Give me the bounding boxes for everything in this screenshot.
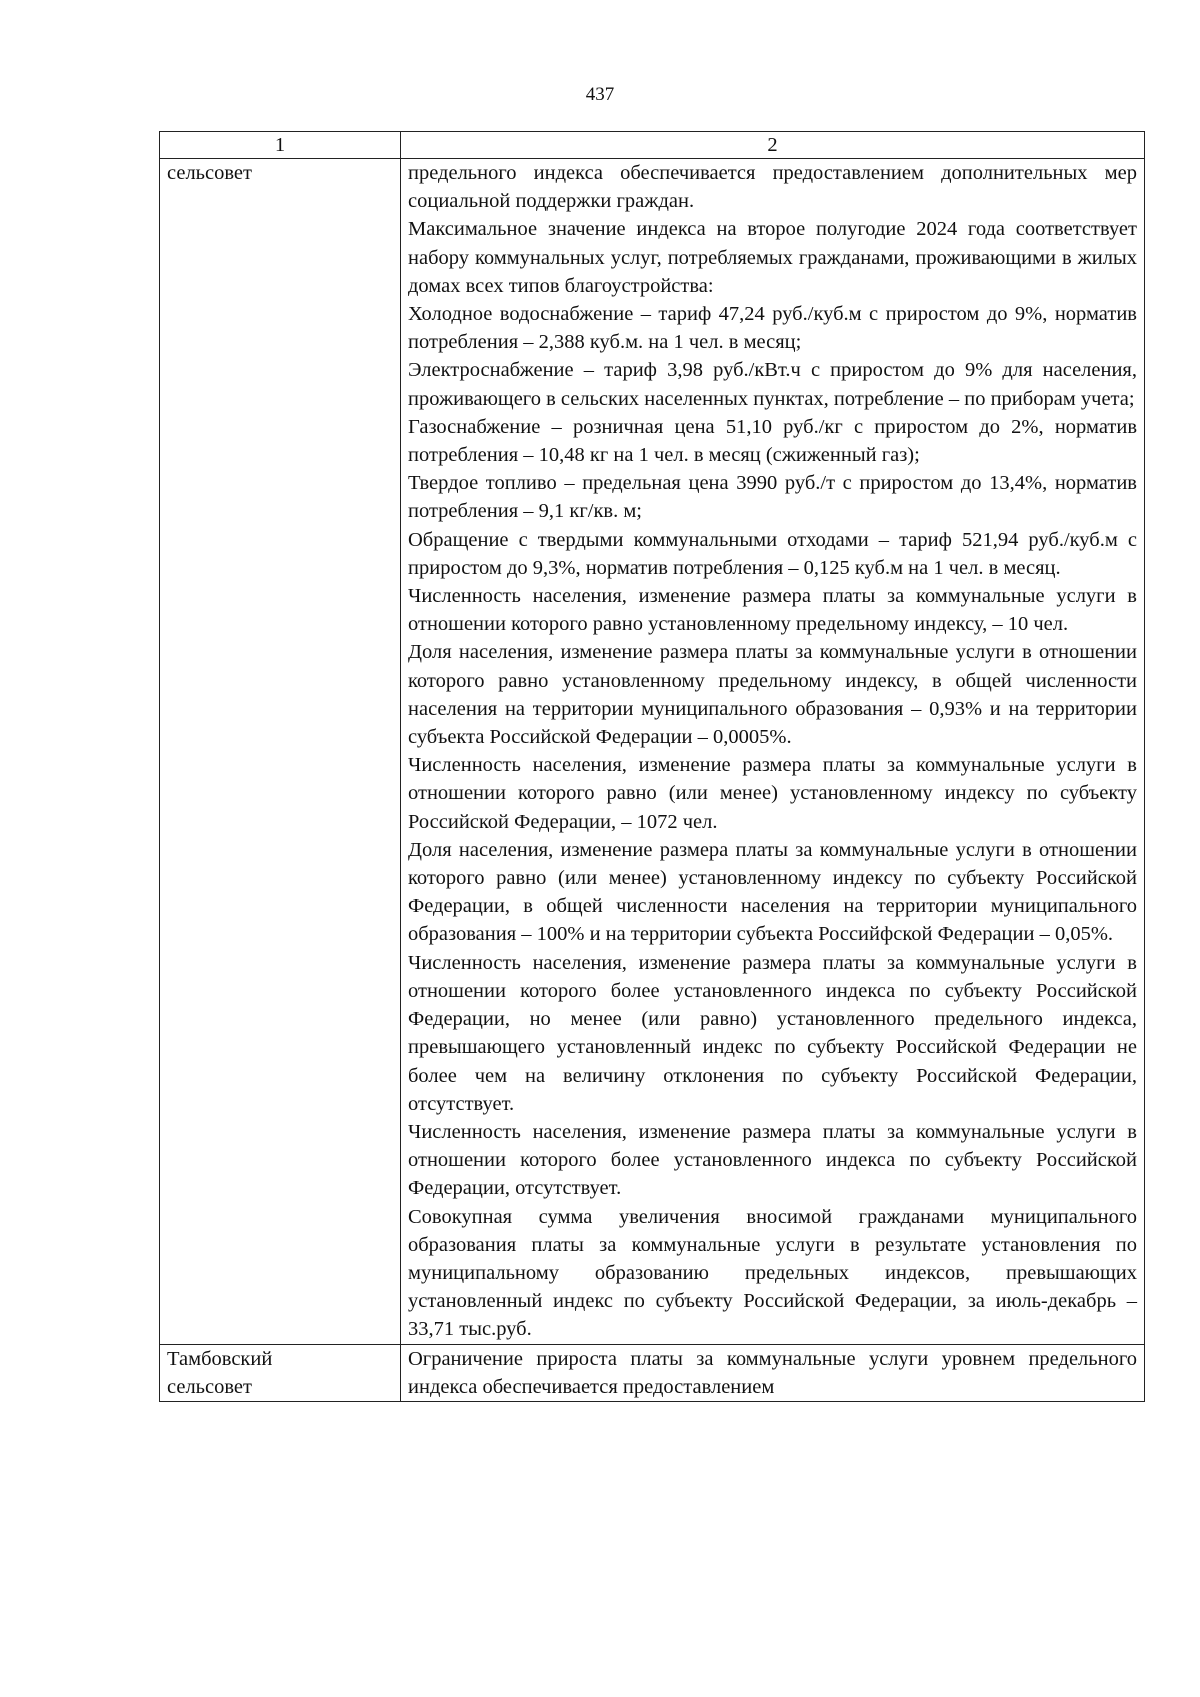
paragraph: предельного индекса обеспечивается предоставлением дополнительных мер социальной поддержки граждан. [408, 162, 1137, 213]
municipality-cell [160, 1344, 401, 1401]
table-row [160, 1344, 1145, 1401]
paragraph: Обращение с твердыми коммунальными отходами – тариф 521,94 руб./куб.м с приростом до 9,3%, норматив потребления – 0,125 куб.м на 1 чел. в месяц. [408, 528, 1137, 579]
paragraph: Газоснабжение – розничная цена 51,10 руб./кг с приростом до 2%, норматив потребления – 10,48 кг на 1 чел. в месяц (сжиженный газ); [408, 415, 1137, 467]
column-header-2: 2 [401, 132, 1145, 159]
paragraph: Доля населения, изменение размера платы за коммунальные услуги в отношении которого равно (или менее) установленному индексу по субъекту Российской Федерации, в общей численности населения на территории муниципального образования – 100% и на территории субъекта Российфской Федерации – 0,05%. [408, 838, 1137, 946]
municipality-name-line: сельсовет [167, 162, 252, 184]
paragraph: Ограничение прироста платы за коммунальные услуги уровнем предельного индекса обеспечивается предоставлением [408, 1347, 1137, 1398]
paragraph: Численность населения, изменение размера платы за коммунальные услуги в отношении которого более установленного индекса по субъекту Российской Федерации, но менее (или равно) установленного предельного индекса, превышающего установленный индекс по субъекту Российской Федерации не более чем на величину отклонения по субъекту Российской Федерации, отсутствует. [408, 951, 1137, 1115]
page-number: 437 [585, 84, 615, 105]
table-header-row [160, 132, 1145, 159]
paragraph: Доля населения, изменение размера платы за коммунальные услуги в отношении которого равно установленному предельному индексу, в общей численности населения на территории муниципального образования – 0,93% и на территории субъекта Российской Федерации – 0,0005%. [408, 641, 1137, 749]
document-table [159, 131, 1145, 1402]
paragraph: Максимальное значение индекса на второе полугодие 2024 года соответствует набору коммунальных услуг, потребляемых гражданами, проживающими в жилых домах всех типов благоустройства: [408, 218, 1137, 297]
column-header-1: 1 [160, 132, 401, 159]
paragraph: Численность населения, изменение размера платы за коммунальные услуги в отношении которого более установленного индекса по субъекту Российской Федерации, отсутствует. [408, 1120, 1137, 1200]
paragraph: Численность населения, изменение размера платы за коммунальные услуги в отношении которого равно установленному предельному индексу, – 10 чел. [408, 585, 1137, 636]
description-cell [401, 159, 1145, 1345]
paragraph: Холодное водоснабжение – тариф 47,24 руб./куб.м с приростом до 9%, норматив потребления – 2,388 куб.м. на 1 чел. в месяц; [408, 303, 1137, 354]
municipality-cell [160, 159, 401, 1345]
paragraph: Электроснабжение – тариф 3,98 руб./кВт.ч с приростом до 9% для населения, проживающего в сельских населенных пунктах, потребление – по приборам учета; [408, 359, 1137, 410]
municipality-name-line: сельсовет [167, 1375, 252, 1398]
description-cell [401, 1344, 1145, 1401]
paragraph: Твердое топливо – предельная цена 3990 руб./т с приростом до 13,4%, норматив потребления – 9,1 кг/кв. м; [408, 472, 1137, 523]
paragraph: Совокупная сумма увеличения вносимой гражданами муниципального образования платы за коммунальные услуги в результате установления по муниципальному образованию предельных индексов, превышающих установленный индекс по субъекту Российской Федерации, за июль-декабрь – 33,71 тыс.руб. [408, 1205, 1137, 1341]
municipality-name-line: Тамбовский [167, 1347, 273, 1370]
table-row [160, 159, 1145, 1345]
paragraph: Численность населения, изменение размера платы за коммунальные услуги в отношении которого равно (или менее) установленному индексу по субъекту Российской Федерации, – 1072 чел. [408, 754, 1137, 833]
